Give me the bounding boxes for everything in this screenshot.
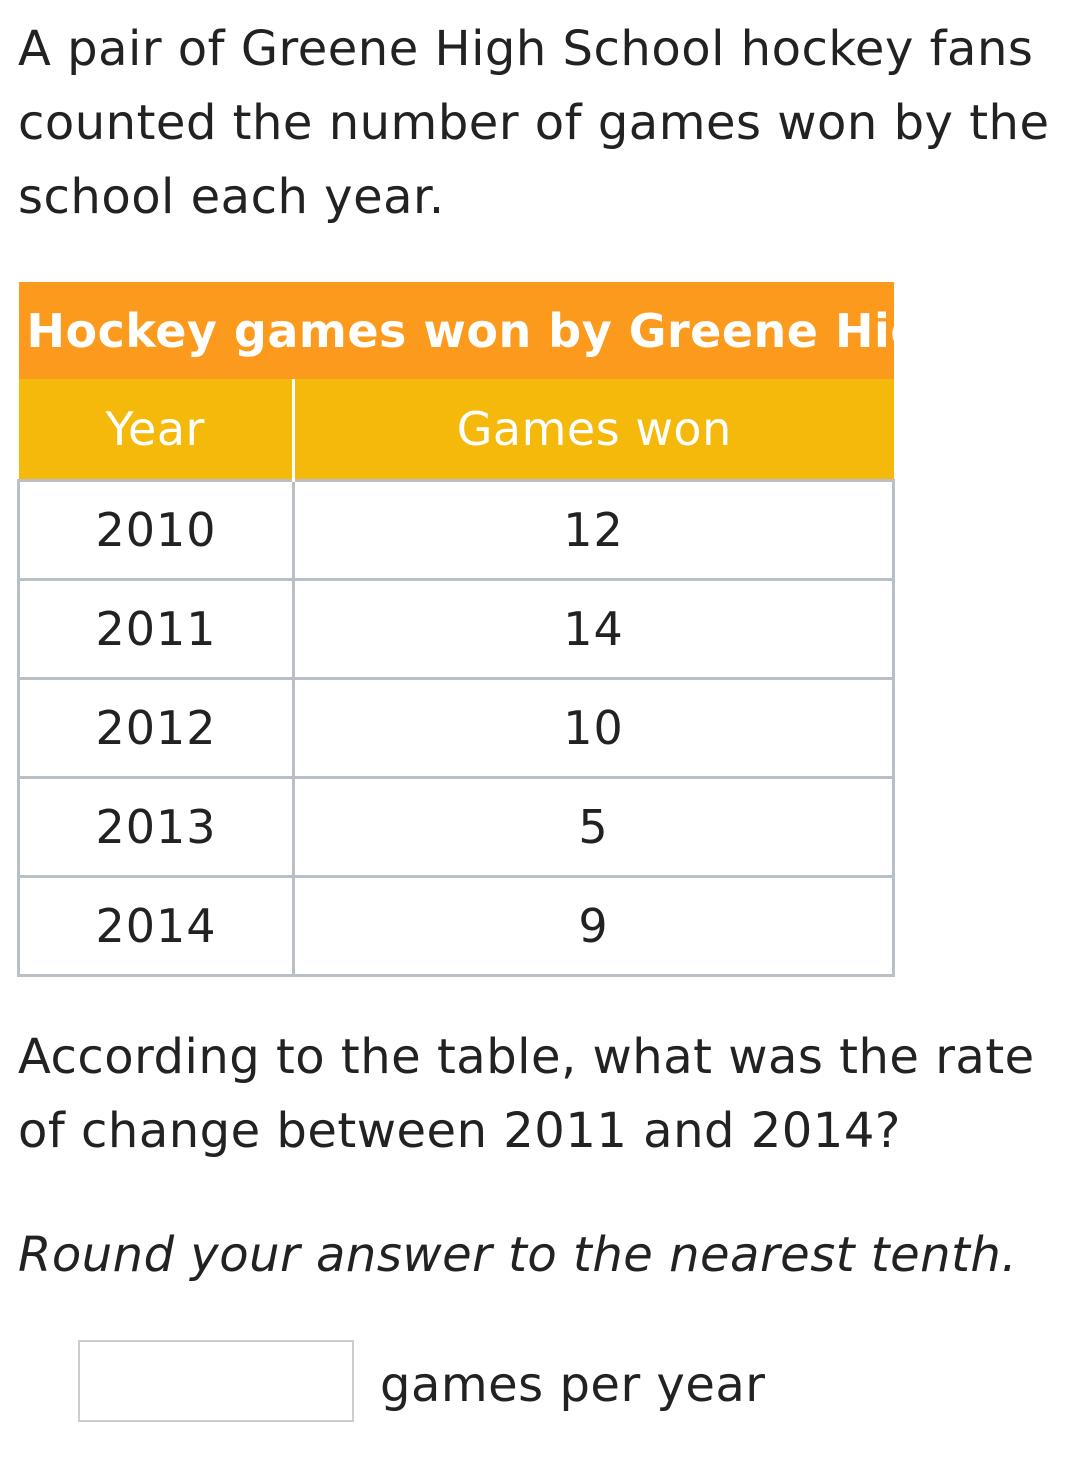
year-cell: 2013 — [19, 778, 294, 877]
games-won-cell: 9 — [294, 877, 894, 976]
column-header-year: Year — [19, 379, 294, 481]
year-cell: 2010 — [19, 481, 294, 580]
answer-unit-label: games per year — [380, 1357, 766, 1413]
year-cell: 2014 — [19, 877, 294, 976]
games-won-cell: 12 — [294, 481, 894, 580]
table-row — [19, 481, 894, 580]
games-won-cell: 10 — [294, 679, 894, 778]
problem-intro: A pair of Greene High School hockey fans counted the number of games won by the school each year. — [18, 21, 1050, 225]
column-header-games-won: Games won — [294, 379, 894, 481]
table-row — [19, 679, 894, 778]
table-caption-row — [19, 282, 894, 379]
year-cell: 2012 — [19, 679, 294, 778]
table-row — [19, 778, 894, 877]
table-caption: Hockey games won by Greene High — [19, 282, 894, 379]
rounding-instruction: Round your answer to the nearest tenth. — [18, 1227, 1018, 1283]
table-row — [19, 877, 894, 976]
data-table-container — [17, 282, 957, 977]
year-cell: 2011 — [19, 580, 294, 679]
table-header-row — [19, 379, 894, 481]
table-row — [19, 580, 894, 679]
games-won-cell: 14 — [294, 580, 894, 679]
games-won-cell: 5 — [294, 778, 894, 877]
answer-input[interactable] — [78, 1340, 354, 1422]
question-text: According to the table, what was the rate of change between 2011 and 2014? — [18, 1029, 1035, 1159]
hockey-games-table — [17, 282, 957, 977]
